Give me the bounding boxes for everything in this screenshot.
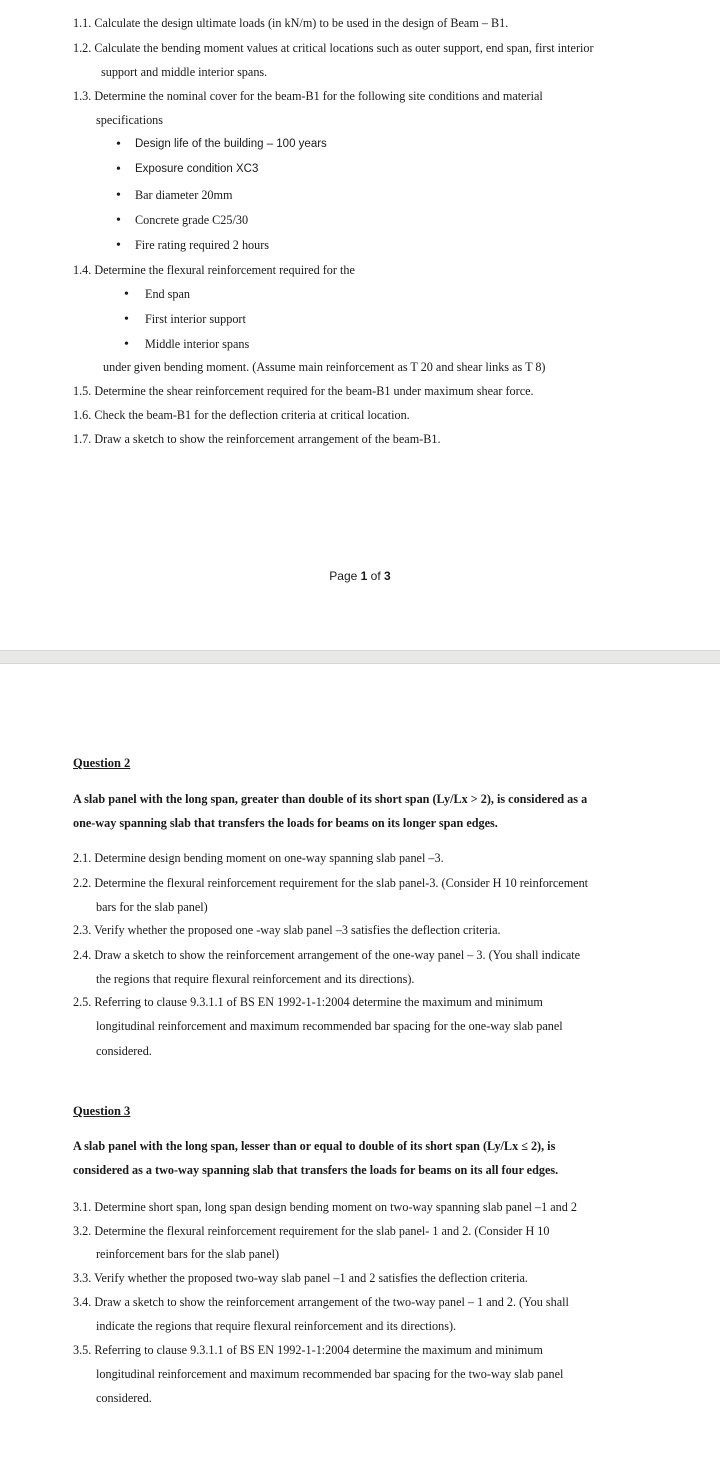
item-number: 3.3. xyxy=(73,1271,92,1285)
bullet-icon: • xyxy=(124,312,129,327)
item-number: 1.2. xyxy=(73,41,92,55)
item-1-7 xyxy=(73,432,441,447)
item-1-2-cont: support and middle interior spans. xyxy=(101,65,268,79)
item-2-3 xyxy=(73,923,501,938)
item-3-2-cont: reinforcement bars for the slab panel) xyxy=(96,1247,280,1261)
item-text: Verify whether the proposed two-way slab panel –1 and 2 satisfies the deflection criteria. xyxy=(94,1271,528,1285)
question-2-title: Question 2 xyxy=(73,756,131,770)
item-text: Draw a sketch to show the reinforcement arrangement of the two-way panel – 1 and 2. (You shall xyxy=(94,1295,569,1309)
cover-bullet: Concrete grade C25/30 xyxy=(135,213,249,227)
item-text: Determine the flexural reinforcement requirement for the slab panel-3. (Consider H 10 reinforcement xyxy=(94,876,589,890)
total-page-number: 3 xyxy=(384,569,391,583)
cover-bullet: Exposure condition XC3 xyxy=(135,163,259,175)
question-3-title: Question 3 xyxy=(73,1104,131,1118)
item-text: Determine short span, long span design bending moment on two-way spanning slab panel –1 and 2 xyxy=(94,1200,578,1214)
item-text: Check the beam-B1 for the deflection criteria at critical location. xyxy=(94,408,410,422)
item-number: 3.2. xyxy=(73,1224,92,1238)
item-3-4-cont: indicate the regions that require flexural reinforcement and its directions). xyxy=(96,1319,457,1333)
cover-bullet: Fire rating required 2 hours xyxy=(135,238,270,252)
item-number: 2.3. xyxy=(73,923,92,937)
item-number: 1.5. xyxy=(73,384,92,398)
item-3-2 xyxy=(73,1224,550,1239)
cover-bullet: Bar diameter 20mm xyxy=(135,188,233,202)
item-text: Determine the shear reinforcement required for the beam-B1 under maximum shear force. xyxy=(94,384,534,398)
item-2-1 xyxy=(73,851,444,866)
item-3-5-cont-2: considered. xyxy=(96,1391,152,1405)
item-2-2-cont: bars for the slab panel) xyxy=(96,900,208,914)
item-2-4-cont: the regions that require flexural reinforcement and its directions). xyxy=(96,972,415,986)
item-number: 1.6. xyxy=(73,408,92,422)
item-2-5-cont: longitudinal reinforcement and maximum recommended bar spacing for the one-way slab panel xyxy=(96,1019,563,1033)
question-2-intro-line-1: A slab panel with the long span, greater than double of its short span (Ly/Lx > 2), is considered as a xyxy=(73,792,588,806)
item-number: 1.3. xyxy=(73,89,92,103)
item-3-5 xyxy=(73,1343,543,1358)
item-number: 3.1. xyxy=(73,1200,92,1214)
item-3-1 xyxy=(73,1200,577,1215)
item-text: Determine design bending moment on one-way spanning slab panel –3. xyxy=(94,851,444,865)
item-1-6 xyxy=(73,408,410,423)
bullet-icon: • xyxy=(116,137,121,152)
item-number: 2.4. xyxy=(73,948,92,962)
item-3-4 xyxy=(73,1295,569,1310)
cover-bullet: Design life of the building – 100 years xyxy=(135,138,327,150)
item-1-2 xyxy=(73,41,594,56)
item-1-3 xyxy=(73,89,543,104)
item-number: 2.5. xyxy=(73,995,92,1009)
item-2-4 xyxy=(73,948,580,963)
item-text: Verify whether the proposed one -way slab panel –3 satisfies the deflection criteria. xyxy=(94,923,501,937)
item-2-5-cont-2: considered. xyxy=(96,1044,152,1058)
item-number: 1.4. xyxy=(73,263,92,277)
question-3-intro-line-1: A slab panel with the long span, lesser than or equal to double of its short span (Ly/Lx ≤ 2), is xyxy=(73,1139,556,1153)
item-2-2 xyxy=(73,876,588,891)
current-page-number: 1 xyxy=(360,569,368,583)
item-text: Determine the nominal cover for the beam-B1 for the following site conditions and material xyxy=(94,89,543,103)
bullet-icon: • xyxy=(116,162,121,177)
item-number: 3.5. xyxy=(73,1343,92,1357)
flex-bullet: End span xyxy=(145,287,191,301)
item-text: Determine the flexural reinforcement requirement for the slab panel- 1 and 2. (Consider H 10 xyxy=(94,1224,550,1238)
item-text: Calculate the bending moment values at critical locations such as outer support, end span, first interior xyxy=(94,41,594,55)
item-number: 2.2. xyxy=(73,876,92,890)
item-number: 2.1. xyxy=(73,851,92,865)
flex-note: under given bending moment. (Assume main reinforcement as T 20 and shear links as T 8) xyxy=(103,360,546,374)
flex-bullet: First interior support xyxy=(145,312,246,326)
item-2-5 xyxy=(73,995,543,1010)
item-number: 1.7. xyxy=(73,432,92,446)
item-text: Calculate the design ultimate loads (in kN/m) to be used in the design of Beam – B1. xyxy=(94,16,509,30)
page-2 xyxy=(0,664,720,1471)
item-3-3 xyxy=(73,1271,528,1286)
question-3-intro-line-2: considered as a two-way spanning slab that transfers the loads for beams on its all four edges. xyxy=(73,1163,559,1177)
item-1-3-cont: specifications xyxy=(96,113,164,127)
item-text: Referring to clause 9.3.1.1 of BS EN 1992-1-1:2004 determine the maximum and minimum xyxy=(94,1343,543,1357)
item-text: Determine the flexural reinforcement required for the xyxy=(94,263,355,277)
bullet-icon: • xyxy=(116,213,121,228)
bullet-icon: • xyxy=(124,287,129,302)
question-2-intro-line-2: one-way spanning slab that transfers the loads for beams on its longer span edges. xyxy=(73,816,498,830)
item-text: Referring to clause 9.3.1.1 of BS EN 1992-1-1:2004 determine the maximum and minimum xyxy=(94,995,543,1009)
page-1 xyxy=(0,0,720,650)
item-text: Draw a sketch to show the reinforcement arrangement of the beam-B1. xyxy=(94,432,441,446)
item-1-1 xyxy=(73,16,508,31)
item-1-4 xyxy=(73,263,355,278)
page-footer: Page 1 of 3 xyxy=(329,569,391,583)
bullet-icon: • xyxy=(116,188,121,203)
item-number: 1.1. xyxy=(73,16,92,30)
item-1-5 xyxy=(73,384,534,399)
item-text: Draw a sketch to show the reinforcement arrangement of the one-way panel – 3. (You shall indicate xyxy=(94,948,581,962)
bullet-icon: • xyxy=(116,238,121,253)
flex-bullet: Middle interior spans xyxy=(145,337,250,351)
page-separator xyxy=(0,650,720,664)
item-3-5-cont: longitudinal reinforcement and maximum recommended bar spacing for the two-way slab panel xyxy=(96,1367,564,1381)
item-number: 3.4. xyxy=(73,1295,92,1309)
bullet-icon: • xyxy=(124,337,129,352)
